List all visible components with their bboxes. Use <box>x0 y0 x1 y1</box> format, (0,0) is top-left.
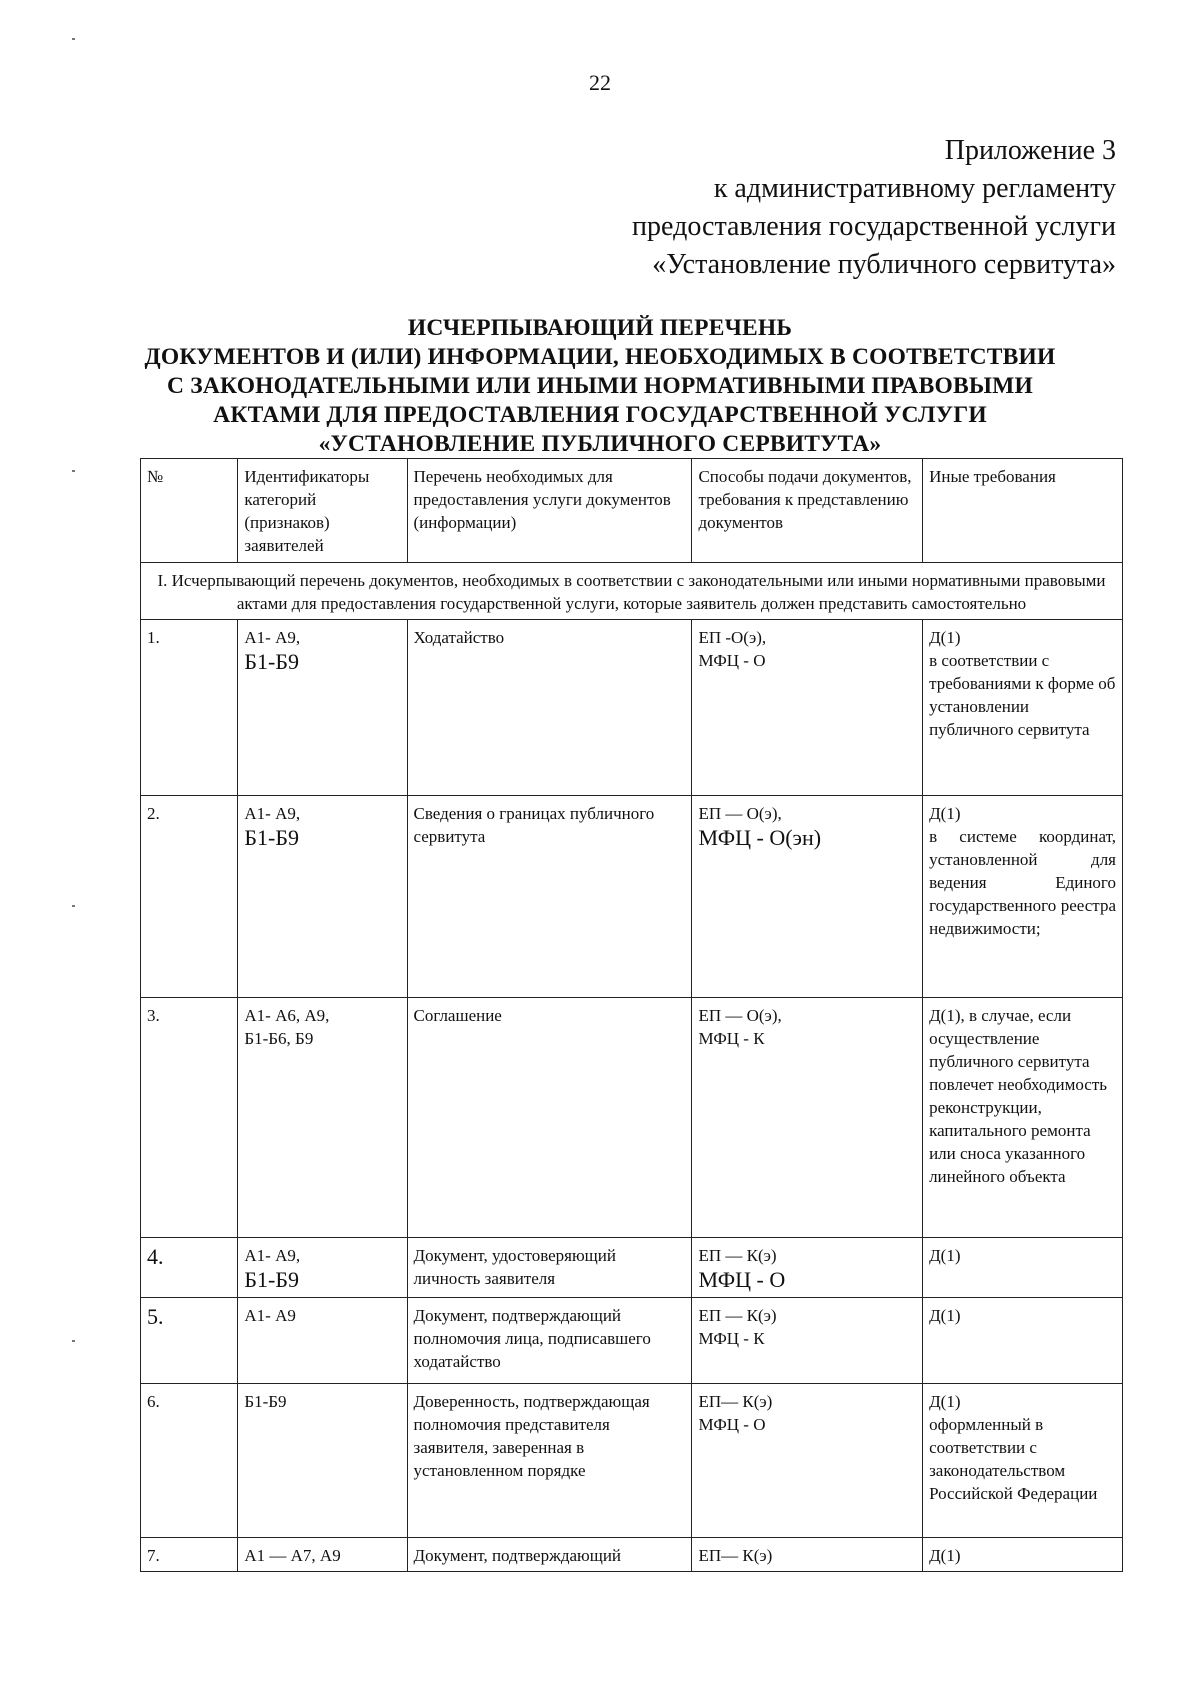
row-num: 7. <box>141 1538 238 1572</box>
row-req-a: Д(1) <box>929 804 961 823</box>
row-ids-a: А1- А9, <box>244 804 301 823</box>
table-row <box>141 620 1123 796</box>
row-req-a: Д(1), в случае, если осуществление публичного сервитута повлечет необходимость реконструкции, капитального ремонта или сноса указанного линейного объекта <box>929 1006 1108 1186</box>
row-ids-a: А1- А9, <box>244 1246 301 1265</box>
row-num: 3. <box>141 998 238 1238</box>
row-way-a: ЕП — О(э), <box>698 1006 782 1025</box>
row-way-b: МФЦ - О <box>698 651 766 670</box>
row-way <box>692 1298 923 1384</box>
row-req-b: оформленный в соответствии с законодательством Российской Федерации <box>929 1415 1098 1503</box>
table-row <box>141 796 1123 998</box>
row-doc: Сведения о границах публичного сервитута <box>407 796 692 998</box>
row-doc: Документ, подтверждающий <box>407 1538 692 1572</box>
scan-mark <box>72 470 75 472</box>
header-ways: Способы подачи документов, требования к представлению документов <box>692 459 923 563</box>
table-header-row <box>141 459 1123 563</box>
header-num: № <box>141 459 238 563</box>
row-req: Д(1) <box>923 1538 1123 1572</box>
row-doc: Ходатайство <box>407 620 692 796</box>
row-req <box>923 1384 1123 1538</box>
row-way <box>692 998 923 1238</box>
row-ids <box>238 998 407 1238</box>
header-docs: Перечень необходимых для предоставления услуги документов (информации) <box>407 459 692 563</box>
appendix-header <box>416 132 1116 284</box>
table-row <box>141 1538 1123 1572</box>
scan-mark <box>72 38 75 40</box>
row-ids <box>238 620 407 796</box>
row-doc: Соглашение <box>407 998 692 1238</box>
title-line: ИСЧЕРПЫВАЮЩИЙ ПЕРЕЧЕНЬ <box>407 315 793 341</box>
row-req <box>923 998 1123 1238</box>
row-ids <box>238 796 407 998</box>
row-ids-b: Б1-Б9 <box>244 1267 299 1292</box>
row-num: 4. <box>141 1238 238 1298</box>
row-ids-a: А1- А9, <box>244 628 301 647</box>
appendix-line: предоставления государственной услуги <box>632 211 1116 242</box>
row-num: 1. <box>141 620 238 796</box>
row-way-b: МФЦ - К <box>698 1029 765 1048</box>
row-way-b: МФЦ - О(эн) <box>698 825 822 850</box>
row-req: Д(1) <box>923 1238 1123 1298</box>
row-ids-b: Б1-Б6, Б9 <box>244 1029 314 1048</box>
row-num: 5. <box>141 1298 238 1384</box>
row-ids-a: А1- А6, А9, <box>244 1006 330 1025</box>
row-ids-b: Б1-Б9 <box>244 649 299 674</box>
scan-mark <box>72 1340 75 1342</box>
row-way: ЕП— К(э) <box>692 1538 923 1572</box>
row-way-b: МФЦ - О <box>698 1267 786 1292</box>
table-row <box>141 998 1123 1238</box>
title-line: ДОКУМЕНТОВ И (ИЛИ) ИНФОРМАЦИИ, НЕОБХОДИМЫХ В СООТВЕТСТВИИ <box>144 344 1056 370</box>
title-line: АКТАМИ ДЛЯ ПРЕДОСТАВЛЕНИЯ ГОСУДАРСТВЕННОЙ УСЛУГИ <box>213 402 987 428</box>
section-title: I. Исчерпывающий перечень документов, необходимых в соответствии с законодательными или иными нормативными правовыми актами для предоставления государственной услуги, которые заявитель должен представить самостоятельно <box>141 563 1123 620</box>
row-way <box>692 1384 923 1538</box>
row-num: 2. <box>141 796 238 998</box>
row-ids: А1 — А7, А9 <box>238 1538 407 1572</box>
header-ids: Идентификаторы категорий (признаков) заявителей <box>238 459 407 563</box>
row-way-a: ЕП— К(э) <box>698 1392 773 1411</box>
row-doc: Документ, подтверждающий полномочия лица, подписавшего ходатайство <box>407 1298 692 1384</box>
document-title <box>0 314 1200 459</box>
row-way-b: МФЦ - К <box>698 1329 765 1348</box>
row-way <box>692 620 923 796</box>
row-doc: Документ, удостоверяющий личность заявителя <box>407 1238 692 1298</box>
row-way <box>692 796 923 998</box>
row-way-a: ЕП — О(э), <box>698 804 782 823</box>
row-way-a: ЕП -О(э), <box>698 628 767 647</box>
row-ids-b: Б1-Б9 <box>244 825 299 850</box>
scan-mark <box>72 905 75 907</box>
row-req: Д(1) <box>923 1298 1123 1384</box>
row-req-a: Д(1) <box>929 628 961 647</box>
row-way <box>692 1238 923 1298</box>
row-way-a: ЕП — К(э) <box>698 1306 777 1325</box>
row-ids: А1- А9 <box>238 1298 407 1384</box>
table-row <box>141 1384 1123 1538</box>
title-line: С ЗАКОНОДАТЕЛЬНЫМИ ИЛИ ИНЫМИ НОРМАТИВНЫМИ ПРАВОВЫМИ <box>167 373 1033 399</box>
row-way-b: МФЦ - О <box>698 1415 766 1434</box>
row-doc: Доверенность, подтверждающая полномочия представителя заявителя, заверенная в установленном порядке <box>407 1384 692 1538</box>
row-num: 6. <box>141 1384 238 1538</box>
header-other: Иные требования <box>923 459 1123 563</box>
appendix-line: Приложение 3 <box>944 135 1116 166</box>
page-number: 22 <box>589 70 611 95</box>
row-req <box>923 796 1123 998</box>
table-row <box>141 1238 1123 1298</box>
row-ids: Б1-Б9 <box>238 1384 407 1538</box>
row-req <box>923 620 1123 796</box>
row-req-b: в соответствии с требованиями к форме об установлении публичного сервитута <box>929 651 1116 739</box>
title-line: «УСТАНОВЛЕНИЕ ПУБЛИЧНОГО СЕРВИТУТА» <box>318 431 882 457</box>
row-ids <box>238 1238 407 1298</box>
section-row <box>141 563 1123 620</box>
appendix-line: к административному регламенту <box>713 173 1116 204</box>
row-req-a: Д(1) <box>929 1392 961 1411</box>
appendix-line: «Установление публичного сервитута» <box>652 249 1116 280</box>
requirements-table <box>140 458 1123 1572</box>
row-way-a: ЕП — К(э) <box>698 1246 777 1265</box>
row-req-b: в системе координат, установленной для ведения Единого государственного реестра недвижимости; <box>929 827 1116 938</box>
table-row <box>141 1298 1123 1384</box>
